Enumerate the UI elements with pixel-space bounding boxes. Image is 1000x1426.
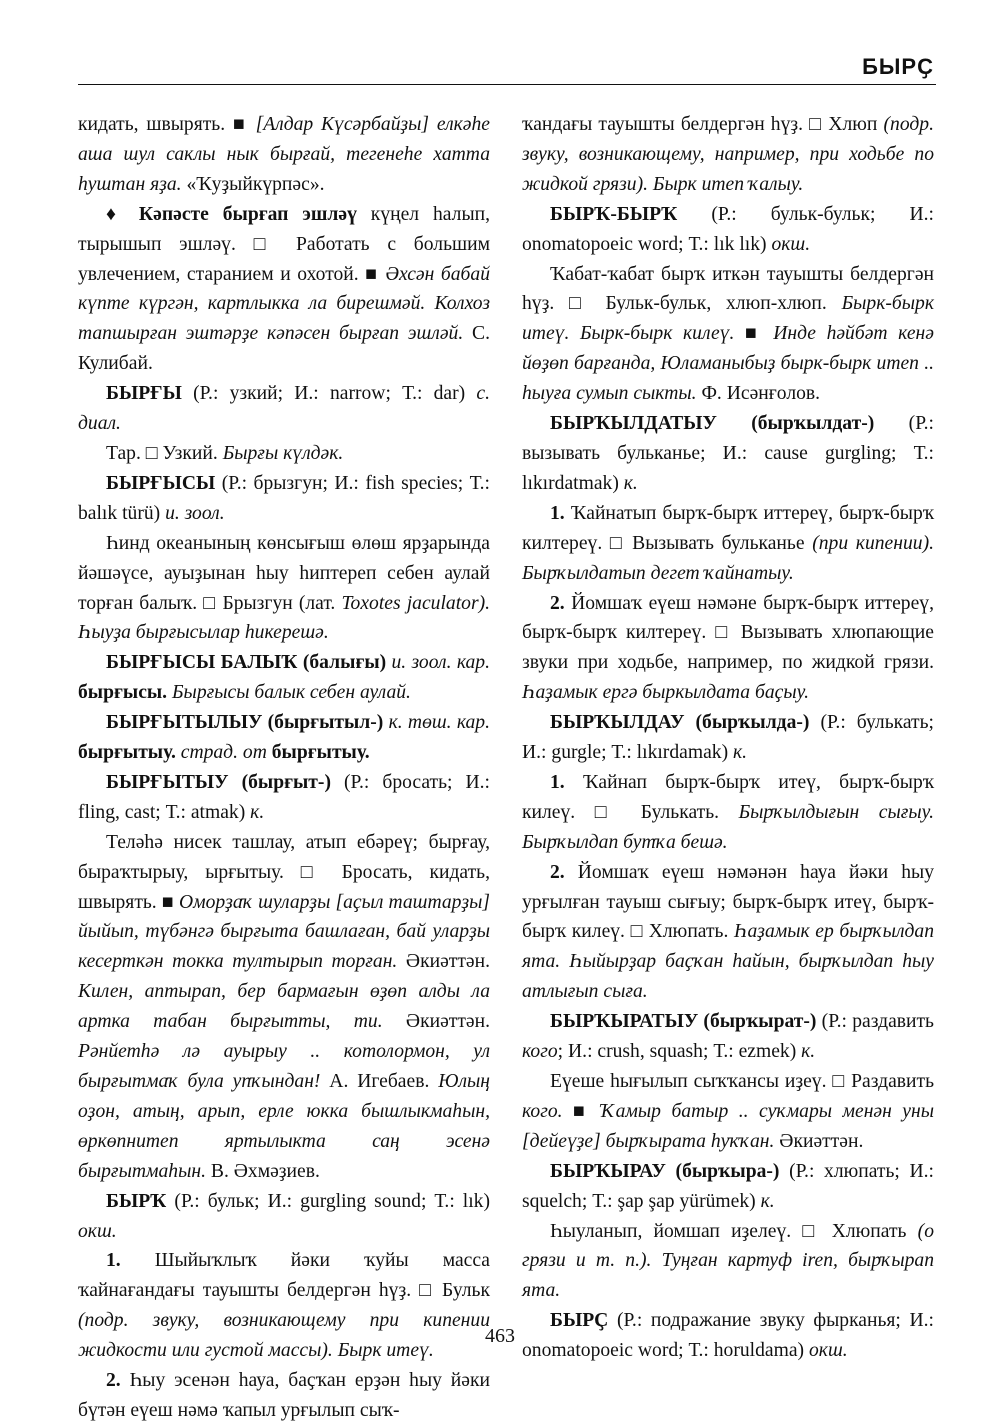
right-column xyxy=(522,110,934,1366)
entry-headword: БЫРҠЫЛДАУ (бырҡылда-) (Р.: булькать; И.: gurgle; Т.: lıkırdamak) к. xyxy=(522,712,934,764)
entry-headword: БЫРҒЫТЫЛЫУ (бырғытыл-) к. төш. кар. бырғытыу. страд. от бырғытыу. xyxy=(78,712,490,764)
entry-text: ҡандағы тауышты белдергән һүҙ. □ Хлюп (подр. звуку, возникающему, например, при ходьбе по жидкой грязи). Бырк итеп ҡалыу. xyxy=(522,114,934,195)
entry-text: Теләһә нисек ташлау, атып ебәреү; бырғау, быраҡтырыу, ырғытыу. □ Бросать, кидать, швырять. ■ Оморҙаҡ шуларҙы [аҫыл таштарҙы] йыйып, түбәнгә бырғыта башлаған, бай уларҙы кесерткән токка тултырып торған. Әкиәттән. Килен, аптырап, бер бармағын өҙөп алды ла артка табан бырғытты, ти. Әкиәттән. Рәнйетһә лә ауырыу .. котолормон, ул бырғытмаҡ була упҡындан! А. Игебаев. Юлың оҙон, атың, арып, ерле юкка бышлыкмаһын, өркөпнитеп яртылыкта саң эсенә бырғытмаһын. В. Әхмәҙиев. xyxy=(78,831,490,1182)
running-head xyxy=(78,50,936,85)
entry-sense: 1. Ҡайнатып бырҡ-бырҡ иттереү, бырҡ-бырҡ килтереү. □ Вызывать бульканье (при кипении). Бырҡылдатып дегет ҡайнатыу. xyxy=(522,502,934,584)
entry-text: Ҡабат-ҡабат бырҡ иткән тауышты белдергән һүҙ. □ Бульк-бульк, хлюп-хлюп. Бырк-бырк итеү. Бырк-бырк килеү. ■ Инде һәйбәт кенә йөҙөп барғанда, Юламаныбыҙ бырк-бырк итеп .. һыуға сумып сыкты. Ф. Исәнғолов. xyxy=(522,263,934,405)
entry-text: Еүеше һығылып сыҡҡансы иҙеү. □ Раздавить кого. ■ Ҡамыр батыр .. суҡмары менән уны [дейеүҙе] бырҡырата һуҡҡан. Әкиәттән. xyxy=(522,1071,934,1152)
entry-headword: БЫРҒЫ (Р.: узкий; И.: narrow; Т.: dar) с. диал. xyxy=(78,383,490,435)
entry-sense: 1. Ҡайнап бырҡ-бырҡ итеү, бырҡ-бырҡ килеү. □ Булькать. Бырҡылдығын сығыу. Бырҡылдап бутҡа бешә. xyxy=(522,771,934,853)
entry-sense: 2. Йомшаҡ еүеш нәмәне бырҡ-бырҡ иттереү, бырҡ-бырҡ килтереү. □ Вызывать хлюпающие звуки при ходьбе, например, по жидкой грязи. Һаҙамык ергә быркылдата баҫыу. xyxy=(522,592,934,704)
left-column xyxy=(78,110,490,1426)
entry-sense: 1. Шыйыҡлыҡ йәки ҡуйы масса ҡайнағандағы тауышты белдергән һүҙ. □ Бульк (подр. звуку, возникающему при кипении жидкости или густой массы). Бырк итеү. xyxy=(78,1250,490,1362)
entry-headword: БЫРҠЫЛДАТЫУ (бырҡылдат-) (Р.: вызывать бульканье; И.: cause gurgling; Т.: lıkırdatmak) к. xyxy=(522,413,934,494)
running-head-word: БЫРҪ xyxy=(862,54,934,79)
entry-headword: БЫРҪ (Р.: подражание звуку фырканья; И.: onomatopoeic word; Т.: horuldama) окш. xyxy=(522,1310,934,1362)
entry-sense: 2. Һыу эсенән һауа, баҫҡан ерҙән һыу йәки бүтән еүеш нәмә ҡапыл урғылып сыҡ- xyxy=(78,1370,490,1421)
entry-text: Һинд океанының көнсығыш өлөш ярҙарында йәшәүсе, ауыҙынан һыу һиптереп себен аулай торған балыҡ. □ Брызгун (лат. Toxotes jaculator). Һыуҙа бырғысылар һикерешә. xyxy=(78,532,490,644)
entry-text: кидать, швырять. ■ [Алдар Күсәрбайҙы] елкәһе аша шул саклы нык бырғай, тегенеһе хатта һуштан яҙа. «Ҡуҙыйкүрпәс». xyxy=(78,114,490,195)
entry-sense: 2. Йомшаҡ еүеш нәмәнән һауа йәки һыу урғылған тауыш сығыу; бырҡ-бырҡ итеү, бырҡ-бырҡ килеү. □ Хлюпать. Һаҙамык ер бырҡылдап ята. Һыйырҙар баҫҡан һайын, бырҡылдап һыу атлығып сыға. xyxy=(522,861,934,1003)
entry-text: Һыуланып, йомшап иҙелеү. □ Хлюпать (о грязи и т. п.). Туңған картуф ireп, бырҡырап ята. xyxy=(522,1220,934,1302)
entry-headword: БЫРҒЫТЫУ (бырғыт-) (Р.: бросать; И.: fling, cast; Т.: atmak) к. xyxy=(78,771,491,823)
page-number: 463 xyxy=(485,1325,515,1347)
entry-headword: БЫРҠ (Р.: бульк; И.: gurgling sound; Т.: lık) окш. xyxy=(78,1190,490,1242)
entry-headword: БЫРҠ-БЫРҠ (Р.: бульк-бульк; И.: onomatopoeic word; Т.: lık lık) окш. xyxy=(522,203,934,255)
entry-text: Тар. □ Узкий. Бырғы күлдәк. xyxy=(106,442,344,464)
entry-text: ♦ Кәпәсте бырғап эшләү күңел һалып, тырышып эшләү. □ Работать с большим увлечением, старанием и охотой. ■ Әхсән бабай күпте күргән, картлыкка ла бирешмәй. Колхоз тапшырған эштәрҙе кәпәсен бырғап эшләй. С. Кулибай. xyxy=(78,203,490,375)
entry-headword: БЫРҒЫСЫ (Р.: брызгун; И.: fish species; Т.: balık türü) и. зоол. xyxy=(78,472,490,524)
entry-headword: БЫРҠЫРАУ (бырҡыра-) (Р.: хлюпать; И.: squelch; Т.: şap şap yürümek) к. xyxy=(522,1160,934,1212)
entry-headword: БЫРҒЫСЫ БАЛЫҠ (балығы) и. зоол. кар. бырғысы. Бырғысы балык себен аулай. xyxy=(78,652,490,704)
entry-headword: БЫРҠЫРАТЫУ (бырҡырат-) (Р.: раздавить кого; И.: crush, squash; Т.: ezmek) к. xyxy=(522,1011,934,1063)
